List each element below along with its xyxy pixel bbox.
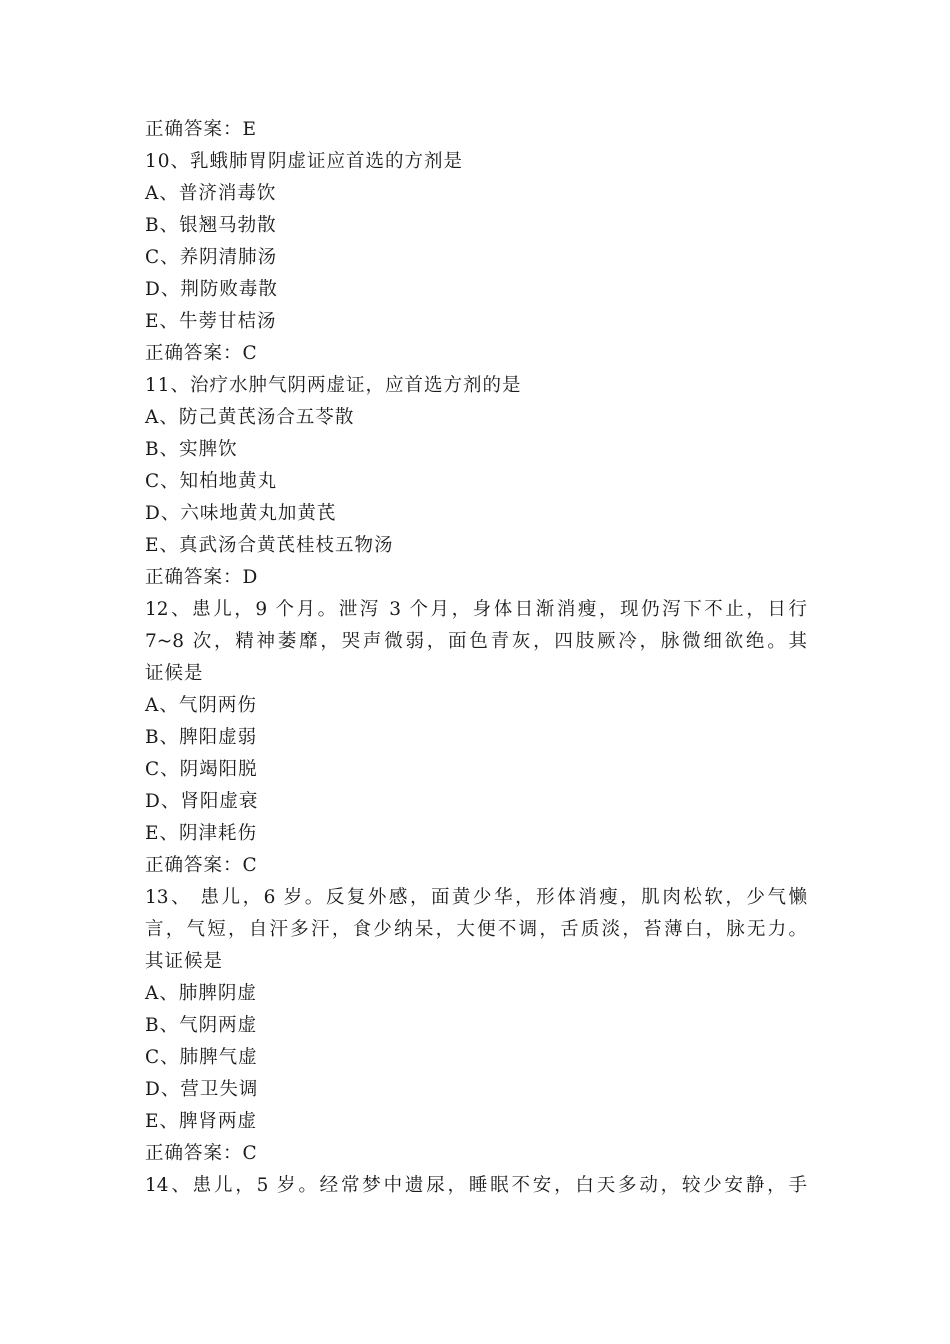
question-text-line: 12、患儿，9 个月。泄泻 3 个月，身体日渐消瘦，现仍泻下不止，日行: [145, 599, 807, 620]
question-text-line: 10、乳蛾肺胃阴虚证应首选的方剂是: [145, 151, 464, 172]
option-line: E、牛蒡甘桔汤: [145, 311, 277, 332]
answer-line: 正确答案：C: [145, 1143, 258, 1164]
option-line: E、真武汤合黄芪桂枝五物汤: [145, 535, 394, 556]
option-line: E、阴津耗伤: [145, 823, 258, 844]
option-line: B、银翘马勃散: [145, 215, 277, 236]
question-text-line: 13、 患儿，6 岁。反复外感，面黄少华，形体消瘦，肌肉松软，少气懒: [145, 887, 807, 908]
option-line: D、营卫失调: [145, 1079, 259, 1100]
option-line: D、肾阳虚衰: [145, 791, 259, 812]
option-line: B、气阴两虚: [145, 1015, 258, 1036]
option-line: B、实脾饮: [145, 439, 238, 460]
answer-line: 正确答案：C: [145, 855, 258, 876]
option-line: B、脾阳虚弱: [145, 727, 258, 748]
question-text-line: 其证候是: [145, 951, 224, 972]
option-line: C、知柏地黄丸: [145, 471, 278, 492]
option-line: C、阴竭阳脱: [145, 759, 258, 780]
option-line: A、防己黄芪汤合五苓散: [145, 407, 355, 428]
question-text-line: 11、治疗水肿气阴两虚证，应首选方剂的是: [145, 375, 522, 396]
question-text-line: 14、患儿，5 岁。经常梦中遗尿，睡眠不安，白天多动，较少安静，手: [145, 1175, 807, 1196]
question-text-line: 言，气短，自汗多汗，食少纳呆，大便不调，舌质淡，苔薄白，脉无力。: [145, 919, 807, 940]
option-line: E、脾肾两虚: [145, 1111, 258, 1132]
answer-line: 正确答案：C: [145, 343, 258, 364]
option-line: A、肺脾阴虚: [145, 983, 257, 1004]
option-line: C、养阴清肺汤: [145, 247, 278, 268]
option-line: C、肺脾气虚: [145, 1047, 258, 1068]
answer-line: 正确答案：D: [145, 567, 259, 588]
question-text-line: 证候是: [145, 663, 204, 684]
question-text-line: 7~8 次，精神萎靡，哭声微弱，面色青灰，四肢厥冷，脉微细欲绝。其: [145, 631, 807, 652]
option-line: A、气阴两伤: [145, 695, 257, 716]
answer-line: 正确答案：E: [145, 119, 258, 140]
option-line: D、六味地黄丸加黄芪: [145, 503, 337, 524]
document-page: [145, 114, 807, 1202]
option-line: A、普济消毒饮: [145, 183, 277, 204]
option-line: D、荆防败毒散: [145, 279, 278, 300]
